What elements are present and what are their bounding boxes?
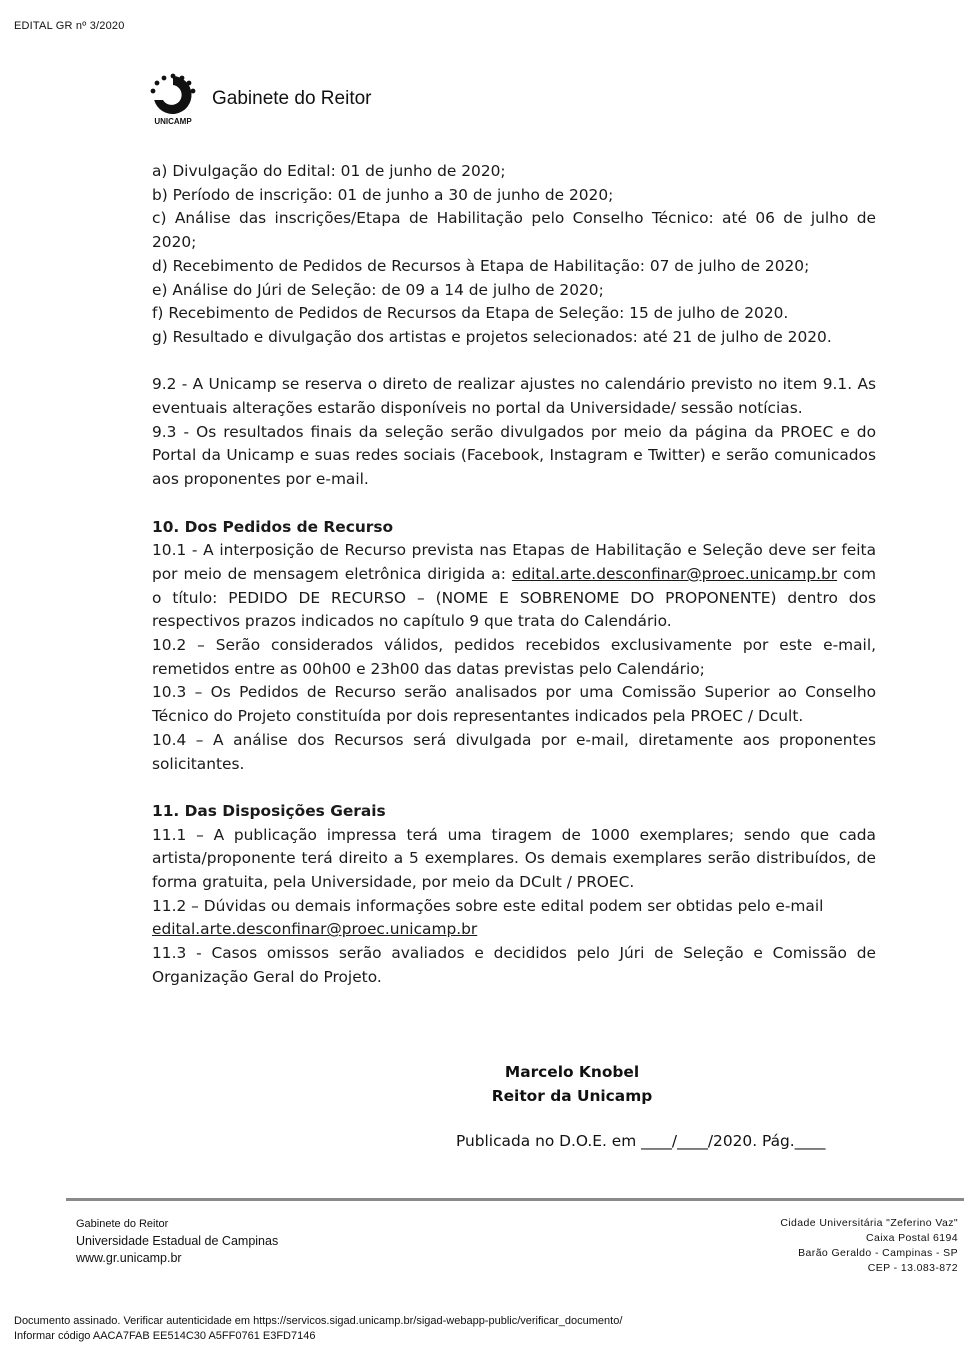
calendar-item-a: a) Divulgação do Edital: 01 de junho de 2020; — [152, 162, 506, 180]
item-9-3: 9.3 - Os resultados finais da seleção serão divulgados por meio da página da PROEC e do Portal da Unicamp e suas redes sociais (Facebook, Instagram e Twitter) e serão comunicados aos proponentes por e-mail. — [152, 422, 876, 489]
document-reference: EDITAL GR nº 3/2020 — [14, 20, 125, 32]
publication-line: Publicada no D.O.E. em ____/____/2020. Pág.____ — [456, 1132, 826, 1150]
footer-zip: CEP - 13.083-872 — [867, 1262, 958, 1274]
item-11-1: 11.1 – A publicação impressa terá uma tiragem de 1000 exemplares; sendo que cada artista/proponente terá direito a 5 exemplares. Os demais exemplares serão distribuídos, de forma gratuita, pela Universidade, por meio da DCult / PROEC. — [152, 825, 876, 892]
footer-postal-box: Caixa Postal 6194 — [865, 1232, 958, 1244]
item-10-3: 10.3 – Os Pedidos de Recurso serão analisados por uma Comissão Superior ao Conselho Técnico do Projeto constituída por dois representantes indicados pela PROEC / Dcult. — [152, 683, 876, 726]
verification-note — [14, 1314, 622, 1344]
logo-mark — [151, 74, 196, 114]
footer-city: Barão Geraldo - Campinas - SP — [798, 1247, 958, 1259]
item-11-3: 11.3 - Casos omissos serão avaliados e decididos pelo Júri de Seleção e Comissão de Organização Geral do Projeto. — [152, 944, 876, 986]
logo-label: UNICAMP — [154, 117, 192, 126]
calendar-item-e: e) Análise do Júri de Seleção: de 09 a 14 de julho de 2020; — [152, 280, 604, 299]
calendar-item-g: g) Resultado e divulgação dos artistas e projetos selecionados: até 21 de julho de 2020. — [152, 327, 832, 346]
section-10-title: 10. Dos Pedidos de Recurso — [152, 517, 394, 536]
item-9-2: 9.2 - A Unicamp se reserva o direto de realizar ajustes no calendário previsto no item 9.1. As eventuais alterações estarão disponíveis no portal da Universidade/ sessão notícias. — [152, 375, 876, 418]
item-10-1-continuation: com o título: PEDIDO DE RECURSO – (NOME E SOBRENOME DO PROPONENTE) dentro dos respectivos prazos indicados no capítulo 9 que trata do Calendário. — [152, 564, 876, 631]
footer-university: Universidade Estadual de Campinas — [76, 1234, 279, 1248]
footer-campus: Cidade Universitária "Zeferino Vaz" — [780, 1217, 958, 1229]
document-body — [152, 160, 876, 990]
calendar-item-d: d) Recebimento de Pedidos de Recursos à Etapa de Habilitação: 07 de julho de 2020; — [152, 256, 810, 275]
office-title: Gabinete do Reitor — [212, 88, 372, 109]
footer-office: Gabinete do Reitor — [76, 1218, 169, 1230]
verification-code-line: Informar código AACA7FAB EE514C30 A5FF0761 E3FD7146 — [14, 1330, 316, 1342]
signatory-name: Marcelo Knobel — [504, 1063, 640, 1081]
footer-divider — [66, 1198, 964, 1201]
footer-right — [780, 1216, 958, 1276]
item-11-2: 11.2 – Dúvidas ou demais informações sobre este edital podem ser obtidas pelo e-mail — [152, 896, 824, 915]
item-11-2-email-line — [152, 918, 876, 942]
item-10-1 — [152, 539, 876, 634]
email-link[interactable]: edital.arte.desconfinar@proec.unicamp.br — [152, 920, 478, 939]
calendar-item-f: f) Recebimento de Pedidos de Recursos da Etapa de Seleção: 15 de julho de 2020. — [152, 304, 789, 323]
unicamp-logo — [146, 72, 200, 126]
item-10-4: 10.4 – A análise dos Recursos será divulgada por e-mail, diretamente aos proponentes solicitantes. — [152, 730, 876, 773]
footer-website[interactable]: www.gr.unicamp.br — [76, 1251, 182, 1265]
email-link[interactable]: edital.arte.desconfinar@proec.unicamp.br — [511, 564, 838, 583]
calendar-item-c: c) Análise das inscrições/Etapa de Habilitação pelo Conselho Técnico: até 06 de julho de 2020; — [152, 209, 876, 252]
section-11-title: 11. Das Disposições Gerais — [152, 801, 386, 820]
item-10-2: 10.2 – Serão considerados válidos, pedidos recebidos exclusivamente por este e-mail, remetidos entre as 00h00 e 23h00 das datas previstas pelo Calendário; — [152, 636, 876, 678]
verification-url-line: Documento assinado. Verificar autenticidade em https://servicos.sigad.unicamp.br/sigad-webapp-public/verificar_documento/ — [14, 1315, 623, 1327]
signature-block — [452, 1060, 692, 1108]
item-10-1-text: 10.1 - A interposição de Recurso prevista nas Etapas de Habilitação e Seleção deve ser feita por meio de mensagem eletrônica dirigida a: — [152, 541, 876, 583]
signatory-role: Reitor da Unicamp — [491, 1087, 653, 1105]
calendar-item-b: b) Período de inscrição: 01 de junho a 30 de junho de 2020; — [152, 185, 614, 204]
footer-left — [76, 1216, 278, 1267]
